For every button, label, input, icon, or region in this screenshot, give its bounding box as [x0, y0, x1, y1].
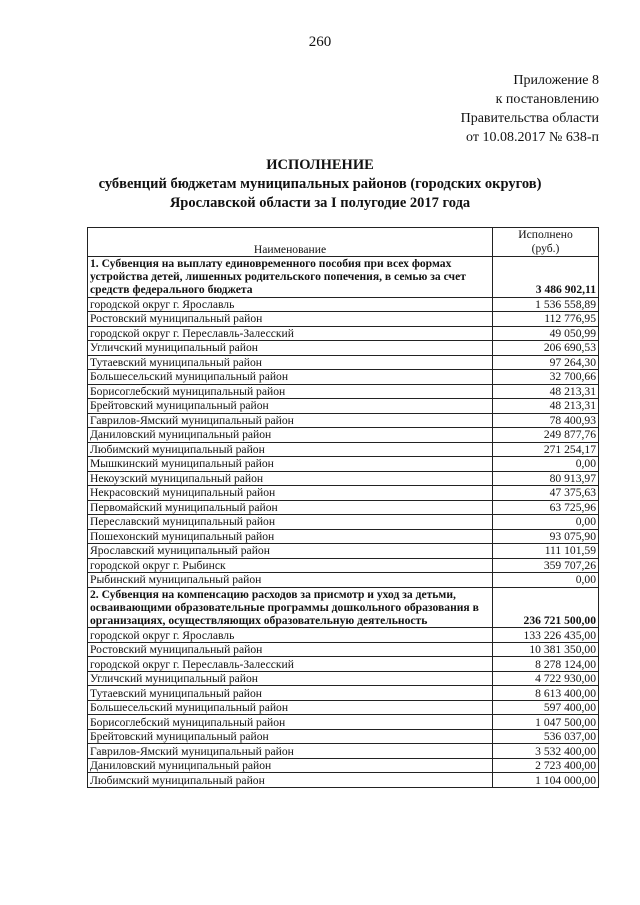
executed-amount: 271 254,17 — [493, 442, 599, 457]
executed-amount: 249 877,76 — [493, 428, 599, 443]
municipality-name: Брейтовский муниципальный район — [88, 399, 493, 414]
section-total: 236 721 500,00 — [493, 587, 599, 628]
section-total: 3 486 902,11 — [493, 257, 599, 298]
table-row — [88, 341, 599, 356]
column-header-name: Наименование — [88, 228, 493, 257]
municipality-name: Большесельский муниципальный район — [88, 700, 493, 715]
municipality-name: Борисоглебский муниципальный район — [88, 384, 493, 399]
executed-amount: 133 226 435,00 — [493, 628, 599, 643]
municipality-name: Брейтовский муниципальный район — [88, 729, 493, 744]
column-header-value — [493, 228, 599, 257]
section-header-row — [88, 257, 599, 298]
appendix-line: от 10.08.2017 № 638-п — [466, 130, 599, 145]
table-row — [88, 686, 599, 701]
table-row — [88, 671, 599, 686]
section-title: 2. Субвенция на компенсацию расходов за присмотр и уход за детьми, осваивающими образовательные программы дошкольного образования в организациях, осуществляющих образовательную деятельность — [88, 587, 493, 628]
executed-amount: 78 400,93 — [493, 413, 599, 428]
table-row — [88, 700, 599, 715]
executed-amount: 536 037,00 — [493, 729, 599, 744]
municipality-name: Первомайский муниципальный район — [88, 500, 493, 515]
municipality-name: Ростовский муниципальный район — [88, 312, 493, 327]
municipality-name: Гаврилов-Ямский муниципальный район — [88, 413, 493, 428]
table-header-row — [88, 228, 599, 257]
executed-amount: 359 707,26 — [493, 558, 599, 573]
subventions-table — [87, 227, 599, 788]
page-number: 260 — [308, 34, 332, 50]
table-row — [88, 544, 599, 559]
table-row — [88, 486, 599, 501]
municipality-name: Любимский муниципальный район — [88, 442, 493, 457]
table-row — [88, 413, 599, 428]
executed-amount: 1 536 558,89 — [493, 297, 599, 312]
municipality-name: Переславский муниципальный район — [88, 515, 493, 530]
municipality-name: Борисоглебский муниципальный район — [88, 715, 493, 730]
executed-amount: 48 213,31 — [493, 384, 599, 399]
municipality-name: Ростовский муниципальный район — [88, 642, 493, 657]
table-body — [88, 257, 599, 788]
table-row — [88, 628, 599, 643]
table-row — [88, 384, 599, 399]
municipality-name: Пошехонский муниципальный район — [88, 529, 493, 544]
municipality-name: Даниловский муниципальный район — [88, 758, 493, 773]
executed-amount: 1 104 000,00 — [493, 773, 599, 788]
executed-amount: 0,00 — [493, 573, 599, 588]
executed-amount: 63 725,96 — [493, 500, 599, 515]
executed-amount: 4 722 930,00 — [493, 671, 599, 686]
table-row — [88, 758, 599, 773]
municipality-name: Ярославский муниципальный район — [88, 544, 493, 559]
document-title: ИСПОЛНЕНИЕ — [266, 157, 374, 173]
document-subtitle: субвенций бюджетам муниципальных районов (городских округов) — [98, 176, 542, 192]
table-row — [88, 471, 599, 486]
municipality-name: городской округ г. Переславль-Залесский — [88, 657, 493, 672]
table-row — [88, 326, 599, 341]
table-row — [88, 515, 599, 530]
executed-amount: 97 264,30 — [493, 355, 599, 370]
column-header-value-line: Исполнено — [518, 228, 573, 241]
executed-amount: 0,00 — [493, 457, 599, 472]
municipality-name: Тутаевский муниципальный район — [88, 355, 493, 370]
municipality-name: городской округ г. Переславль-Залесский — [88, 326, 493, 341]
municipality-name: Тутаевский муниципальный район — [88, 686, 493, 701]
table-row — [88, 573, 599, 588]
table-row — [88, 399, 599, 414]
executed-amount: 112 776,95 — [493, 312, 599, 327]
executed-amount: 49 050,99 — [493, 326, 599, 341]
executed-amount: 111 101,59 — [493, 544, 599, 559]
municipality-name: Большесельский муниципальный район — [88, 370, 493, 385]
municipality-name: городской округ г. Ярославль — [88, 628, 493, 643]
table-row — [88, 370, 599, 385]
municipality-name: Некрасовский муниципальный район — [88, 486, 493, 501]
table-row — [88, 642, 599, 657]
table-row — [88, 428, 599, 443]
section-title: 1. Субвенция на выплату единовременного пособия при всех формах устройства детей, лишенных родительского попечения, в семью за счет средств федерального бюджета — [88, 257, 493, 298]
table-row — [88, 442, 599, 457]
executed-amount: 0,00 — [493, 515, 599, 530]
executed-amount: 8 613 400,00 — [493, 686, 599, 701]
municipality-name: Мышкинский муниципальный район — [88, 457, 493, 472]
table-row — [88, 558, 599, 573]
municipality-name: Угличский муниципальный район — [88, 671, 493, 686]
section-header-row — [88, 587, 599, 628]
executed-amount: 32 700,66 — [493, 370, 599, 385]
table-row — [88, 457, 599, 472]
table-row — [88, 297, 599, 312]
executed-amount: 80 913,97 — [493, 471, 599, 486]
executed-amount: 47 375,63 — [493, 486, 599, 501]
table-row — [88, 500, 599, 515]
table-row — [88, 715, 599, 730]
municipality-name: Рыбинский муниципальный район — [88, 573, 493, 588]
appendix-line: к постановлению — [495, 92, 599, 107]
column-header-value-unit: (руб.) — [531, 242, 560, 255]
table-row — [88, 529, 599, 544]
table-row — [88, 744, 599, 759]
table-row — [88, 729, 599, 744]
executed-amount: 1 047 500,00 — [493, 715, 599, 730]
document-subtitle: Ярославской области за I полугодие 2017 года — [169, 195, 471, 211]
municipality-name: Некоузский муниципальный район — [88, 471, 493, 486]
appendix-line: Правительства области — [460, 111, 599, 126]
executed-amount: 2 723 400,00 — [493, 758, 599, 773]
table-row — [88, 355, 599, 370]
executed-amount: 597 400,00 — [493, 700, 599, 715]
municipality-name: городской округ г. Ярославль — [88, 297, 493, 312]
municipality-name: Даниловский муниципальный район — [88, 428, 493, 443]
municipality-name: Любимский муниципальный район — [88, 773, 493, 788]
municipality-name: Угличский муниципальный район — [88, 341, 493, 356]
executed-amount: 48 213,31 — [493, 399, 599, 414]
executed-amount: 93 075,90 — [493, 529, 599, 544]
executed-amount: 10 381 350,00 — [493, 642, 599, 657]
executed-amount: 206 690,53 — [493, 341, 599, 356]
appendix-line: Приложение 8 — [513, 73, 599, 88]
document-heading — [0, 156, 640, 213]
executed-amount: 8 278 124,00 — [493, 657, 599, 672]
table-row — [88, 773, 599, 788]
municipality-name: Гаврилов-Ямский муниципальный район — [88, 744, 493, 759]
municipality-name: городской округ г. Рыбинск — [88, 558, 493, 573]
table-row — [88, 657, 599, 672]
executed-amount: 3 532 400,00 — [493, 744, 599, 759]
appendix-reference — [461, 71, 599, 147]
table-row — [88, 312, 599, 327]
